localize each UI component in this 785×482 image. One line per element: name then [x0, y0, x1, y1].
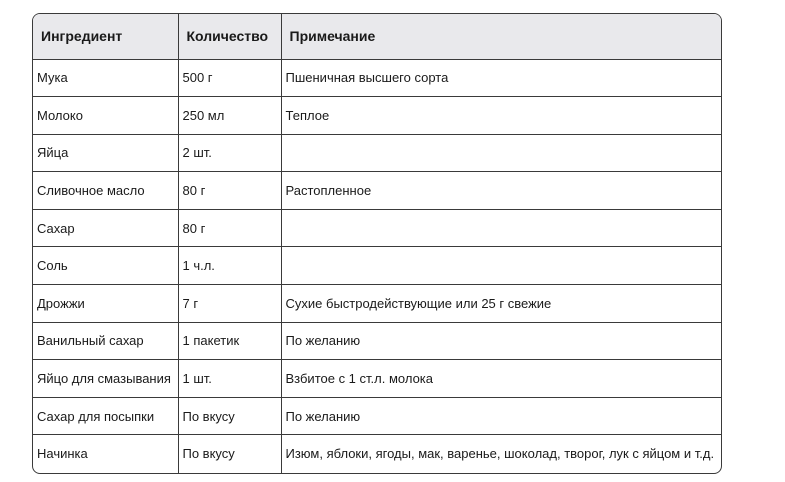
cell-ingredient: Дрожжи [33, 285, 178, 323]
cell-note: Изюм, яблоки, ягоды, мак, варенье, шоколад, творог, лук с яйцом и т.д. [285, 446, 715, 462]
cell-ingredient: Молоко [33, 97, 178, 135]
ingredients-table [33, 14, 721, 473]
table-row [33, 172, 721, 210]
cell-note: Взбитое с 1 ст.л. молока [281, 360, 721, 398]
cell-ingredient: Ванильный сахар [33, 322, 178, 360]
cell-ingredient: Яйцо для смазывания [33, 360, 178, 398]
cell-quantity: 7 г [178, 285, 281, 323]
cell-quantity: 250 мл [178, 97, 281, 135]
cell-ingredient: Начинка [33, 435, 178, 473]
cell-quantity: 80 г [178, 209, 281, 247]
cell-ingredient: Яйца [33, 134, 178, 172]
table-row [33, 97, 721, 135]
cell-note: Сухие быстродействующие или 25 г свежие [281, 285, 721, 323]
ingredients-table-container [32, 13, 722, 474]
table-row [33, 247, 721, 285]
cell-quantity: 500 г [178, 59, 281, 97]
cell-ingredient: Сахар [33, 209, 178, 247]
header-quantity: Количество [178, 14, 281, 59]
cell-note: Теплое [281, 97, 721, 135]
table-row [33, 397, 721, 435]
table-row [33, 285, 721, 323]
table-row [33, 360, 721, 398]
cell-note [281, 134, 721, 172]
cell-note: По желанию [281, 397, 721, 435]
cell-quantity: По вкусу [178, 397, 281, 435]
cell-quantity: 1 пакетик [178, 322, 281, 360]
cell-ingredient: Соль [33, 247, 178, 285]
cell-quantity: 1 ч.л. [178, 247, 281, 285]
cell-note [281, 209, 721, 247]
table-row [33, 435, 721, 473]
cell-note: Растопленное [281, 172, 721, 210]
cell-quantity: 80 г [178, 172, 281, 210]
cell-note [281, 247, 721, 285]
table-row [33, 134, 721, 172]
cell-ingredient: Сливочное масло [33, 172, 178, 210]
table-row [33, 59, 721, 97]
header-ingredient: Ингредиент [33, 14, 178, 59]
cell-note: Пшеничная высшего сорта [281, 59, 721, 97]
header-note: Примечание [281, 14, 721, 59]
cell-quantity: 1 шт. [178, 360, 281, 398]
cell-quantity: По вкусу [178, 435, 281, 473]
cell-ingredient: Сахар для посыпки [33, 397, 178, 435]
cell-quantity: 2 шт. [178, 134, 281, 172]
table-row [33, 322, 721, 360]
cell-ingredient: Мука [33, 59, 178, 97]
table-row [33, 209, 721, 247]
table-header-row [33, 14, 721, 59]
cell-note: По желанию [281, 322, 721, 360]
